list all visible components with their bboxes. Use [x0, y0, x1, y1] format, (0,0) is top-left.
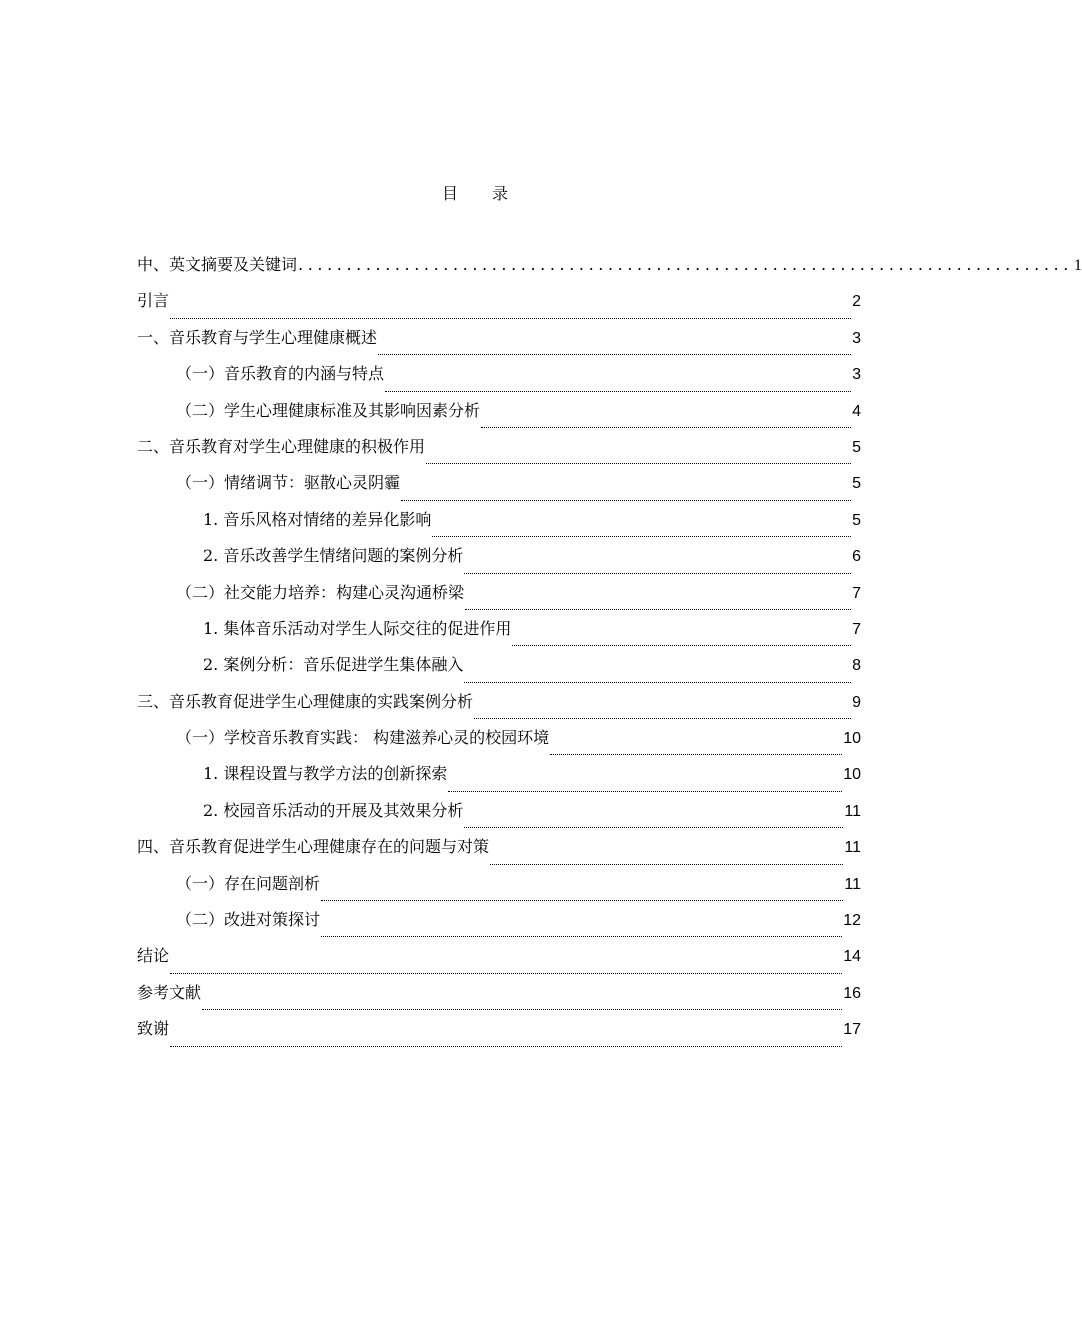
toc-entry-page-number: 7	[852, 584, 861, 602]
toc-entry-label: 致谢	[137, 1019, 170, 1039]
toc-entry-page-number: 17	[843, 1021, 861, 1039]
toc-entry-page-number: 11	[844, 875, 861, 893]
toc-entry-page-number: 11	[844, 839, 861, 857]
toc-entry-label: （二）学生心理健康标准及其影响因素分析	[176, 400, 481, 420]
toc-dot-leader	[385, 390, 851, 392]
toc-entry-label: （二）社交能力培养：构建心灵沟通桥梁	[176, 582, 465, 602]
toc-entry[interactable]	[137, 361, 861, 397]
toc-entry-page-number: 12	[843, 912, 861, 930]
toc-title-char-2: 录	[492, 184, 509, 203]
toc-entry-label: 2. 案例分析：音乐促进学生集体融入	[203, 655, 464, 675]
toc-entry[interactable]	[137, 943, 861, 979]
toc-entry-page-number: 2	[852, 293, 861, 311]
toc-entry[interactable]	[137, 871, 861, 907]
toc-entry-label: 1. 音乐风格对情绪的差异化影响	[203, 509, 432, 529]
table-of-contents	[137, 252, 1082, 1053]
toc-dot-leader: ................................................................................	[298, 255, 1073, 274]
toc-entry[interactable]	[137, 907, 861, 943]
toc-dot-leader	[464, 572, 851, 574]
toc-dot-leader	[170, 317, 851, 319]
toc-dot-leader	[464, 681, 851, 683]
toc-entry-label: 一、音乐教育与学生心理健康概述	[137, 327, 378, 347]
toc-entry-page-number: 1	[1073, 257, 1082, 274]
toc-entry-label: 四、音乐教育促进学生心理健康存在的问题与对策	[137, 837, 490, 857]
toc-entry[interactable]	[137, 288, 861, 324]
toc-entry[interactable]	[137, 980, 861, 1016]
toc-dot-leader	[464, 826, 843, 828]
toc-dot-leader	[474, 717, 851, 719]
toc-entry-page-number: 6	[852, 548, 861, 566]
toc-entry-label: 二、音乐教育对学生心理健康的积极作用	[137, 436, 426, 456]
toc-dot-leader	[550, 753, 842, 755]
toc-dot-leader	[170, 972, 842, 974]
toc-entry[interactable]	[137, 434, 861, 470]
toc-entry-label: （一）学校音乐教育实践： 构建滋养心灵的校园环境	[176, 728, 550, 748]
toc-dot-leader	[321, 935, 842, 937]
toc-dot-leader	[465, 608, 851, 610]
toc-entry-page-number: 16	[843, 984, 861, 1002]
toc-entry-page-number: 10	[843, 766, 861, 784]
toc-entry-label: 1. 课程设置与教学方法的创新探索	[203, 764, 448, 784]
toc-title-char-1: 目	[441, 184, 458, 203]
toc-entry-label: （二）改进对策探讨	[176, 910, 321, 930]
toc-entry-page-number: 7	[852, 620, 861, 638]
toc-entry-page-number: 11	[844, 802, 861, 820]
toc-entry[interactable]	[137, 834, 861, 870]
toc-entry-label: 1. 集体音乐活动对学生人际交往的促进作用	[203, 618, 512, 638]
toc-entry-label: （一）音乐教育的内涵与特点	[176, 364, 385, 384]
toc-dot-leader	[490, 863, 843, 865]
toc-dot-leader	[481, 426, 851, 428]
toc-entry[interactable]	[137, 325, 861, 361]
toc-entry-label: 三、音乐教育促进学生心理健康的实践案例分析	[137, 691, 474, 711]
toc-entry-page-number: 9	[852, 693, 861, 711]
toc-entry-page-number: 10	[843, 730, 861, 748]
toc-entry[interactable]	[137, 543, 861, 579]
toc-entry[interactable]	[137, 652, 861, 688]
toc-entry-label: 引言	[137, 291, 170, 311]
toc-entry-page-number: 5	[852, 511, 861, 529]
toc-dot-leader	[432, 535, 851, 537]
toc-entry[interactable]	[137, 761, 861, 797]
toc-entry[interactable]	[137, 252, 1082, 288]
toc-title	[0, 181, 950, 204]
toc-dot-leader	[512, 644, 851, 646]
toc-entry[interactable]	[137, 616, 861, 652]
toc-entry-page-number: 5	[852, 475, 861, 493]
toc-dot-leader	[448, 790, 842, 792]
toc-entry-label: （一）情绪调节：驱散心灵阴霾	[176, 473, 401, 493]
toc-entry-label: （一）存在问题剖析	[176, 873, 321, 893]
toc-dot-leader	[378, 353, 851, 355]
toc-entry-label: 2. 音乐改善学生情绪问题的案例分析	[203, 546, 464, 566]
toc-entry-label: 结论	[137, 946, 170, 966]
toc-entry[interactable]	[137, 725, 861, 761]
toc-entry-page-number: 4	[852, 402, 861, 420]
toc-dot-leader	[426, 462, 851, 464]
toc-entry[interactable]	[137, 580, 861, 616]
toc-dot-leader	[170, 1045, 842, 1047]
toc-entry-label: 中、英文摘要及关键词	[137, 255, 298, 274]
toc-dot-leader	[202, 1008, 842, 1010]
toc-entry-label: 2. 校园音乐活动的开展及其效果分析	[203, 800, 464, 820]
toc-entry-page-number: 8	[852, 657, 861, 675]
toc-dot-leader	[401, 499, 851, 501]
toc-entry-page-number: 5	[852, 438, 861, 456]
toc-entry-label: 参考文献	[137, 982, 202, 1002]
toc-entry[interactable]	[137, 689, 861, 725]
toc-entry[interactable]	[137, 507, 861, 543]
toc-entry[interactable]	[137, 470, 861, 506]
toc-entry-page-number: 14	[843, 948, 861, 966]
toc-entry-page-number: 3	[852, 329, 861, 347]
toc-entry[interactable]	[137, 398, 861, 434]
toc-dot-leader	[321, 899, 843, 901]
toc-entry[interactable]	[137, 798, 861, 834]
toc-entry-page-number: 3	[852, 366, 861, 384]
toc-entry[interactable]	[137, 1016, 861, 1052]
